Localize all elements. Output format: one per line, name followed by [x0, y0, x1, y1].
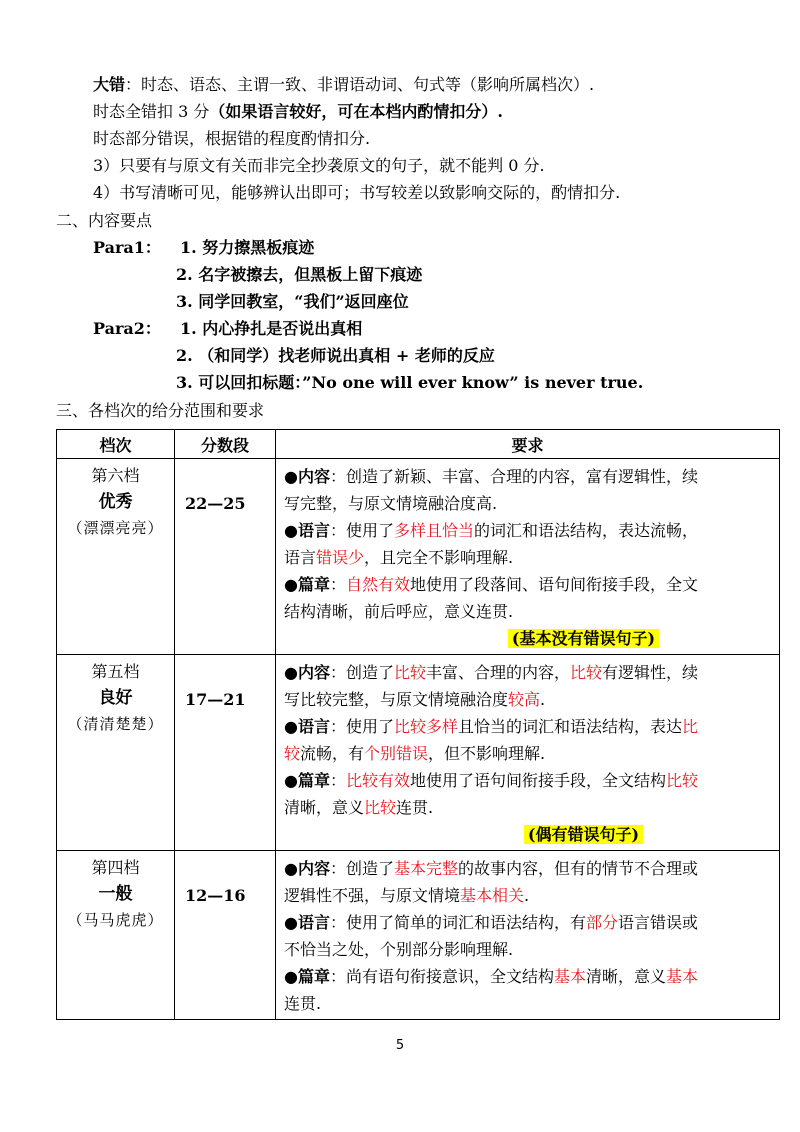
requirement-text: 语言错误或 [618, 913, 699, 932]
requirement-line [284, 882, 773, 909]
requirement-text: 连贯. [396, 798, 434, 817]
grading-table [56, 429, 780, 1020]
list-item: 1. 努力擦黑板痕迹 [180, 238, 315, 257]
requirement-text: 清晰，意义 [586, 967, 667, 986]
requirement-text: 且恰当的词汇和语法结构，表达 [458, 717, 683, 736]
rule-label: 大错 [93, 75, 126, 94]
requirement-text: ：使用了 [329, 717, 394, 736]
requirement-text: 有逻辑性，续 [602, 663, 699, 682]
score-range: 12—16 [175, 851, 276, 1020]
requirement-text: 结构清晰，前后呼应，意义连贯. [284, 602, 514, 621]
rule-text: 时态全错扣 3 分 [93, 102, 210, 121]
requirement-text: 的词汇和语法结构，表达流畅， [474, 521, 699, 540]
requirement-note-line [284, 821, 773, 848]
keyword: 较 [284, 744, 301, 763]
list-item: 2. （和同学）找老师说出真相 + 老师的反应 [176, 346, 495, 365]
keyword: 比 [682, 717, 699, 736]
keyword: 基本 [554, 967, 587, 986]
keyword: 比较 [394, 663, 427, 682]
requirement-label: 语言 [297, 521, 330, 540]
requirement-text: 连贯. [284, 994, 322, 1013]
requirement-text: 地使用了语句间衔接手段，全文结构 [410, 771, 667, 790]
keyword: 基本相关 [460, 886, 525, 905]
bullet-icon: ● [284, 859, 298, 878]
requirement-content [284, 463, 773, 490]
requirement-text: 不恰当之处，个别部分影响理解. [284, 940, 514, 959]
page-number: 5 [395, 1038, 405, 1053]
level-name: 一般 [98, 884, 133, 904]
level-name: 良好 [98, 688, 133, 708]
requirement-text: ：使用了简单的词汇和语法结构，有 [329, 913, 586, 932]
requirement-language [284, 909, 773, 936]
level-description: （漂漂亮亮） [67, 519, 164, 537]
requirements-cell [276, 851, 780, 1020]
list-item: 3. 同学回教室，“我们”返回座位 [176, 292, 409, 311]
list-item: 3. 可以回扣标题：”No one will ever know” is never true. [176, 373, 644, 392]
keyword: 个别错误 [364, 744, 429, 763]
requirement-language [284, 517, 773, 544]
highlight-note: (基本没有错误句子) [508, 629, 659, 648]
requirements-cell [276, 459, 780, 655]
requirement-text: ，且完全不影响理解. [364, 548, 514, 567]
rule-item-4: 4）书写清晰可见，能够辨认出即可；书写较差以致影响交际的，酌情扣分. [93, 183, 621, 202]
keyword: 多样且恰当 [394, 521, 475, 540]
requirement-content [284, 855, 773, 882]
column-header-requirements: 要求 [276, 430, 780, 459]
requirement-label: 语言 [297, 913, 330, 932]
keyword: 比较 [364, 798, 397, 817]
keyword: 比较有效 [346, 771, 411, 790]
requirement-text: 写比较完整，与原文情境融洽度 [284, 690, 509, 709]
keyword: 基本完整 [394, 859, 459, 878]
requirement-label: 篇章 [297, 575, 330, 594]
requirement-structure [284, 963, 773, 990]
requirement-text: ：使用了 [329, 521, 394, 540]
requirement-text: 逻辑性不强，与原文情境 [284, 886, 461, 905]
table-row [57, 851, 780, 1020]
requirement-label: 内容 [297, 467, 330, 486]
rule-item-3: 3）只要有与原文有关而非完全抄袭原文的句子，就不能判 0 分. [93, 156, 545, 175]
para2-label: Para2： [93, 319, 161, 338]
bullet-icon: ● [284, 467, 298, 486]
para1-label: Para1： [93, 238, 161, 257]
score-range: 22—25 [175, 459, 276, 655]
column-header-score: 分数段 [175, 430, 276, 459]
requirement-text: . [540, 690, 546, 709]
section-heading: 二、内容要点 [56, 211, 153, 230]
keyword: 自然有效 [346, 575, 411, 594]
level-number: 第六档 [91, 466, 140, 485]
rule-note: （如果语言较好，可在本档内酌情扣分）. [209, 102, 503, 121]
keyword: 比较多样 [394, 717, 459, 736]
keyword: 比较 [570, 663, 603, 682]
score-range: 17—21 [175, 655, 276, 851]
requirement-text: 语言 [284, 548, 317, 567]
list-item: 2. 名字被擦去，但黑板上留下痕迹 [176, 265, 423, 284]
level-description: （清清楚楚） [67, 715, 164, 733]
level-name: 优秀 [98, 492, 133, 512]
rule-tense-all [93, 101, 503, 123]
requirement-structure [284, 571, 773, 598]
requirement-text: ，但不影响理解. [428, 744, 546, 763]
requirement-text: 清晰，意义 [284, 798, 365, 817]
requirement-language [284, 713, 773, 740]
requirements-cell [276, 655, 780, 851]
requirement-content [284, 659, 773, 686]
level-number: 第四档 [91, 858, 140, 877]
requirement-text: 流畅，有 [300, 744, 365, 763]
requirement-line [284, 686, 773, 713]
bullet-icon: ● [284, 967, 298, 986]
keyword: 部分 [586, 913, 619, 932]
requirement-label: 语言 [297, 717, 330, 736]
requirement-label: 篇章 [297, 771, 330, 790]
requirement-text: . [524, 886, 530, 905]
level-cell [57, 655, 175, 851]
keyword: 基本 [666, 967, 699, 986]
list-item: 1. 内心挣扎是否说出真相 [180, 319, 363, 338]
requirement-note-line [284, 625, 773, 652]
requirement-label: 篇章 [297, 967, 330, 986]
requirement-structure [284, 767, 773, 794]
requirement-text: 丰富、合理的内容， [426, 663, 571, 682]
keyword: 比较 [666, 771, 699, 790]
requirement-text: ：创造了新颖、丰富、合理的内容，富有逻辑性，续 [329, 467, 698, 486]
requirement-text: 地使用了段落间、语句间衔接手段，全文 [410, 575, 699, 594]
requirement-text: ： [329, 771, 346, 790]
bullet-icon: ● [284, 663, 298, 682]
bullet-icon: ● [284, 771, 298, 790]
highlight-note: (偶有错误句子) [524, 825, 643, 844]
requirement-line [284, 794, 773, 821]
requirement-line [284, 544, 773, 571]
requirement-text: 的故事内容，但有的情节不合理或 [458, 859, 699, 878]
bullet-icon: ● [284, 913, 298, 932]
table-header-row [57, 430, 780, 459]
bullet-icon: ● [284, 717, 298, 736]
requirement-text: 写完整，与原文情境融洽度高. [284, 494, 498, 513]
keyword: 较高 [508, 690, 541, 709]
requirement-text: ：尚有语句衔接意识，全文结构 [329, 967, 554, 986]
rule-major-errors [93, 74, 594, 96]
table-row [57, 459, 780, 655]
rule-tense-partial: 时态部分错误，根据错的程度酌情扣分. [93, 129, 371, 148]
section-heading: 三、各档次的给分范围和要求 [56, 401, 265, 420]
requirement-line [284, 740, 773, 767]
requirement-text: ：创造了 [329, 663, 394, 682]
requirement-text: ：创造了 [329, 859, 394, 878]
requirement-label: 内容 [297, 859, 330, 878]
rule-text: ：时态、语态、主谓一致、非谓语动词、句式等（影响所属档次）. [125, 75, 595, 94]
bullet-icon: ● [284, 521, 298, 540]
keyword: 错误少 [316, 548, 365, 567]
level-cell [57, 459, 175, 655]
level-description: （马马虎虎） [67, 911, 164, 929]
level-cell [57, 851, 175, 1020]
requirement-label: 内容 [297, 663, 330, 682]
table-row [57, 655, 780, 851]
column-header-level: 档次 [57, 430, 175, 459]
requirement-text: ： [329, 575, 346, 594]
bullet-icon: ● [284, 575, 298, 594]
level-number: 第五档 [91, 662, 140, 681]
